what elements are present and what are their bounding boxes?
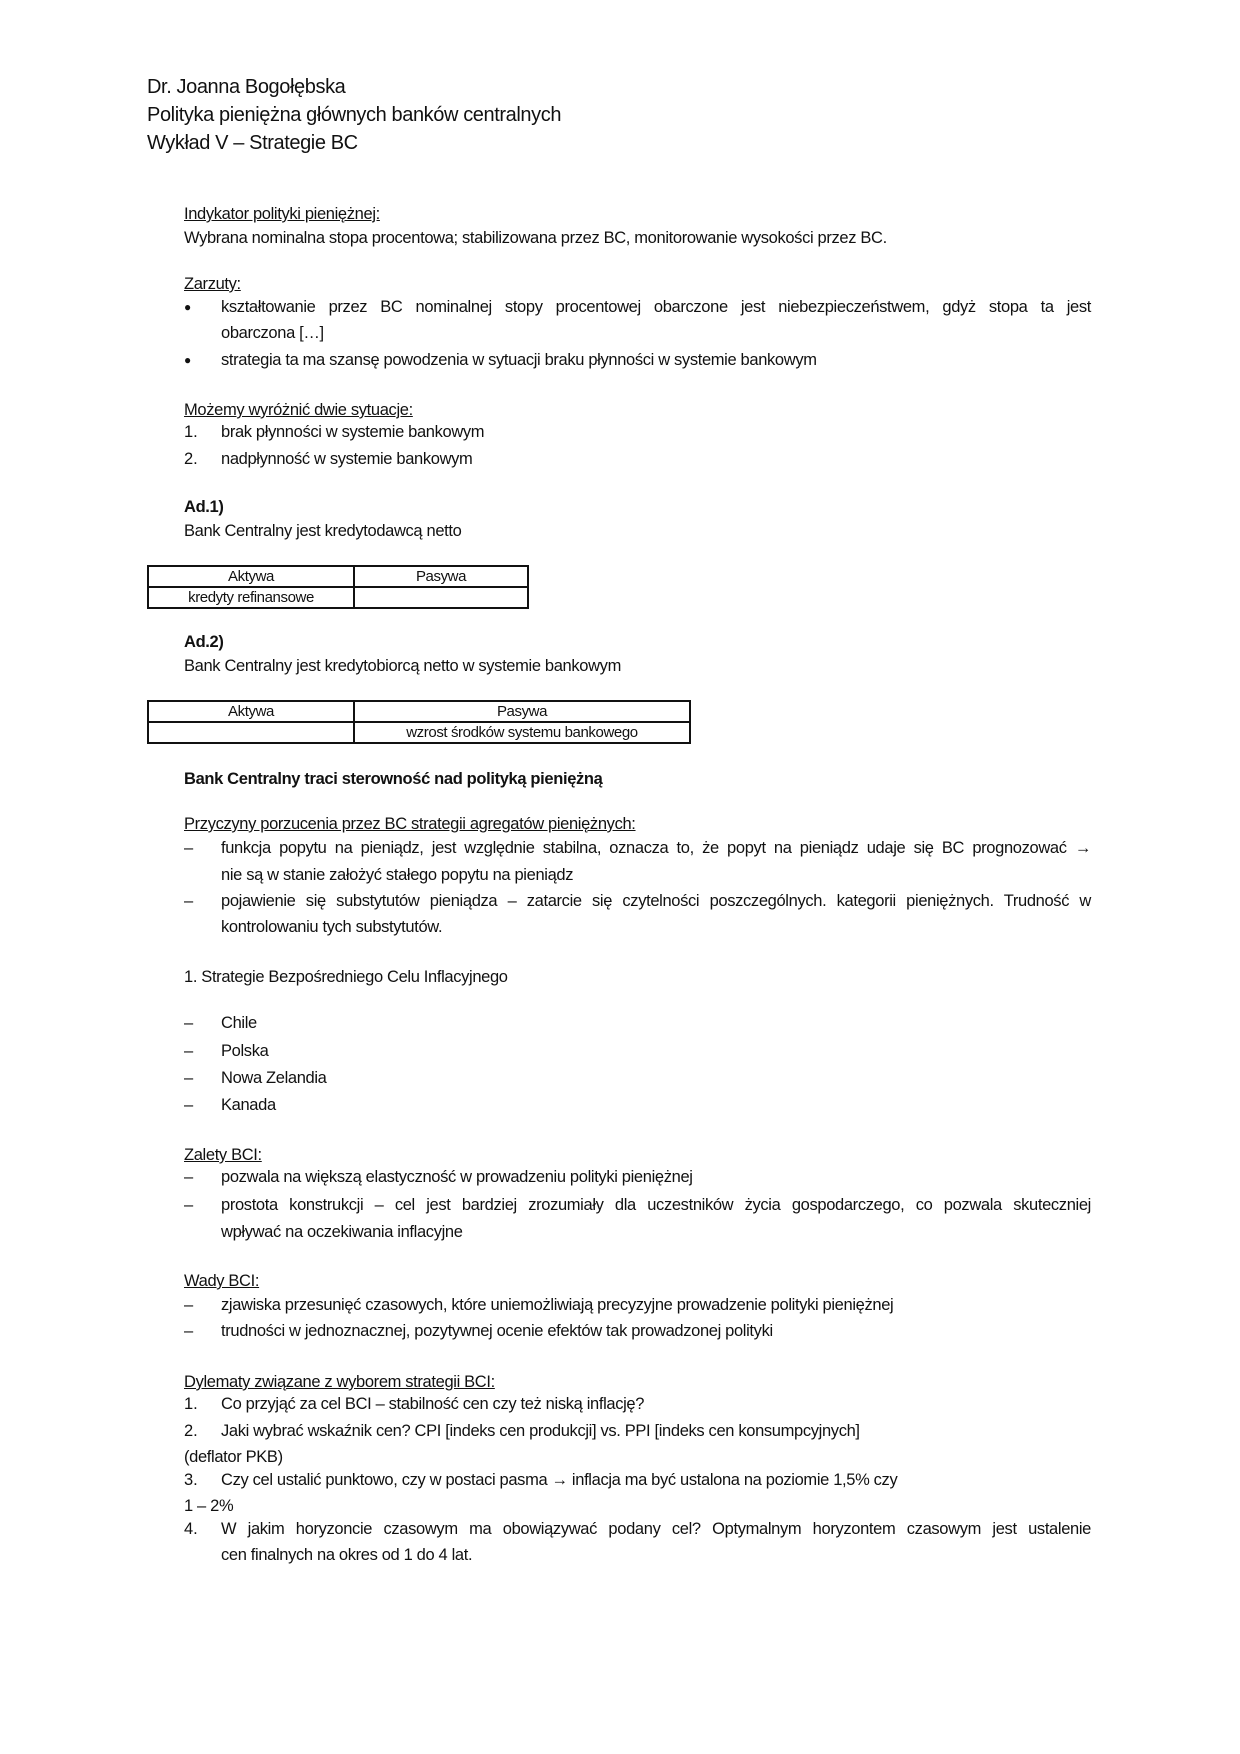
bullet-icon: ●: [184, 353, 192, 367]
country-item: Chile: [221, 1014, 257, 1032]
table-cell: kredyty refinansowe: [148, 587, 354, 608]
advantage-item-1: pozwala na większą elastyczność w prowadzeniu polityki pieniężnej: [221, 1168, 693, 1186]
list-number: 2.: [184, 450, 198, 468]
list-number: 1.: [184, 1395, 198, 1413]
dash-icon: –: [184, 1168, 194, 1186]
strategy-heading: 1. Strategie Bezpośredniego Celu Inflacyjnego: [184, 968, 508, 986]
advantage-item-2-cont: wpływać na oczekiwania inflacyjne: [221, 1223, 463, 1241]
list-number: 2.: [184, 1422, 198, 1440]
reasons-heading: Przyczyny porzucenia przez BC strategii agregatów pieniężnych:: [184, 815, 636, 833]
ad1-text: Bank Centralny jest kredytodawcą netto: [184, 522, 462, 540]
reason-item-2: pojawienie się substytutów pieniądza – zatarcie się czytelności poszczególnych. kategorii pieniężnych. Trudność w: [221, 892, 1091, 910]
objection-item-1: kształtowanie przez BC nominalnej stopy procentowej obarczone jest niebezpieczeństwem, gdyż stopa ta jest: [221, 298, 1091, 316]
conclusion: Bank Centralny traci sterowność nad polityką pieniężną: [184, 770, 603, 788]
table-header-liabilities: Pasywa: [354, 701, 690, 722]
bullet-icon: ●: [184, 300, 192, 314]
balance-table-ad1: [147, 565, 529, 609]
disadvantage-item: trudności w jednoznacznej, pozytywnej ocenie efektów tak prowadzonej polityki: [221, 1322, 773, 1340]
dash-icon: –: [184, 1014, 194, 1032]
advantages-heading: Zalety BCI:: [184, 1146, 262, 1164]
course-title: Polityka pieniężna głównych banków centralnych: [147, 104, 562, 126]
indicator-text: Wybrana nominalna stopa procentowa; stabilizowana przez BC, monitorowanie wysokości przez BC.: [184, 229, 887, 247]
dash-icon: –: [184, 1096, 194, 1114]
table-cell: wzrost środków systemu bankowego: [354, 722, 690, 743]
objection-item-1-cont: obarczona […]: [221, 324, 324, 342]
table-header-assets: Aktywa: [148, 566, 354, 587]
author: Dr. Joanna Bogołębska: [147, 76, 346, 98]
country-item: Polska: [221, 1042, 269, 1060]
table-cell: [148, 722, 354, 743]
list-number: 1.: [184, 423, 198, 441]
dash-icon: –: [184, 1042, 194, 1060]
dilemma-item-2: Jaki wybrać wskaźnik cen? CPI [indeks cen produkcji] vs. PPI [indeks cen konsumpcyjnych]: [221, 1422, 860, 1440]
list-number: 4.: [184, 1520, 198, 1538]
dash-icon: –: [184, 892, 194, 910]
situation-item: nadpłynność w systemie bankowym: [221, 450, 473, 468]
dilemma-item-3-cont: 1 – 2%: [184, 1497, 234, 1515]
table-header-assets: Aktywa: [148, 701, 354, 722]
ad2-heading: Ad.2): [184, 633, 224, 651]
dash-icon: –: [184, 839, 194, 857]
dash-icon: –: [184, 1322, 194, 1340]
dilemma-item-4: W jakim horyzoncie czasowym ma obowiązywać podany cel? Optymalnym horyzontem czasowym jest ustalenie: [221, 1520, 1091, 1538]
situation-item: brak płynności w systemie bankowym: [221, 423, 485, 441]
dash-icon: –: [184, 1069, 194, 1087]
reason-item-1-cont: nie są w stanie założyć stałego popytu na pieniądz: [221, 866, 574, 884]
table-cell: [354, 587, 528, 608]
ad1-heading: Ad.1): [184, 498, 224, 516]
reason-item-2-cont: kontrolowaniu tych substytutów.: [221, 918, 443, 936]
lecture-title: Wykład V – Strategie BC: [147, 132, 358, 154]
indicator-heading: Indykator polityki pieniężnej:: [184, 205, 380, 223]
dilemma-item-4-cont: cen finalnych na okres od 1 do 4 lat.: [221, 1546, 473, 1564]
reason-item-1: funkcja popytu na pieniądz, jest względnie stabilna, oznacza to, że popyt na pieniądz udaje się BC prognozować →: [221, 839, 1091, 857]
objection-item-2: strategia ta ma szansę powodzenia w sytuacji braku płynności w systemie bankowym: [221, 351, 817, 369]
list-number: 3.: [184, 1471, 198, 1489]
dash-icon: –: [184, 1196, 194, 1214]
ad2-text: Bank Centralny jest kredytobiorcą netto w systemie bankowym: [184, 657, 621, 675]
country-item: Nowa Zelandia: [221, 1069, 327, 1087]
dash-icon: –: [184, 1296, 194, 1314]
dilemmas-heading: Dylematy związane z wyborem strategii BCI:: [184, 1373, 495, 1391]
balance-table-ad2: [147, 700, 691, 744]
objections-heading: Zarzuty:: [184, 275, 241, 293]
dilemma-item-2-cont: (deflator PKB): [184, 1448, 283, 1466]
table-header-liabilities: Pasywa: [354, 566, 528, 587]
country-item: Kanada: [221, 1096, 276, 1114]
dilemma-item-1: Co przyjąć za cel BCI – stabilność cen czy też niską inflację?: [221, 1395, 645, 1413]
advantage-item-2: prostota konstrukcji – cel jest bardziej zrozumiały dla uczestników życia gospodarczego, co pozwala skuteczniej: [221, 1196, 1091, 1214]
situations-heading: Możemy wyróżnić dwie sytuacje:: [184, 401, 413, 419]
dilemma-item-3: Czy cel ustalić punktowo, czy w postaci pasma → inflacja ma być ustalona na poziomie 1,5% czy: [221, 1471, 898, 1489]
disadvantages-heading: Wady BCI:: [184, 1272, 260, 1290]
disadvantage-item: zjawiska przesunięć czasowych, które uniemożliwiają precyzyjne prowadzenie polityki pieniężnej: [221, 1296, 894, 1314]
